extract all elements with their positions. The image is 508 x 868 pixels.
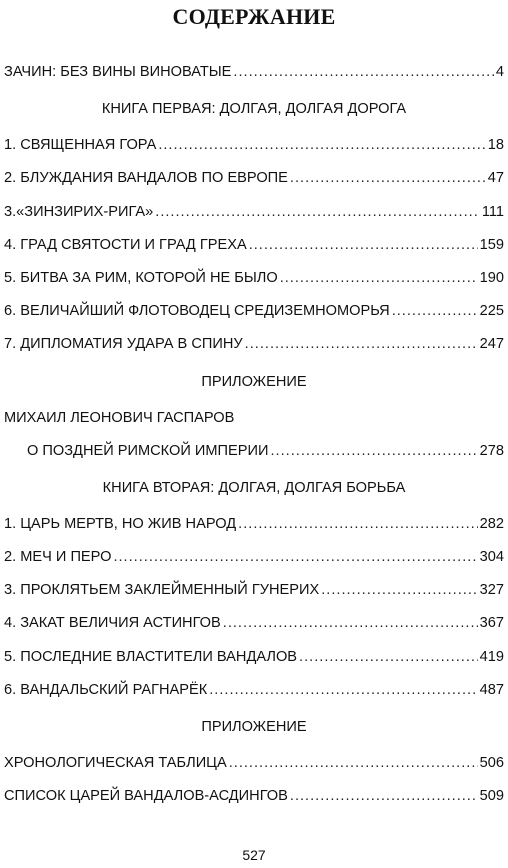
section-heading-book-two: КНИГА ВТОРАЯ: ДОЛГАЯ, ДОЛГАЯ БОРЬБА [102,479,406,496]
toc-entry-page: 278 [479,442,504,459]
toc-entry[interactable] [4,780,504,813]
dot-leader [113,541,477,574]
toc-entry[interactable] [4,328,504,361]
toc-entry[interactable] [4,129,504,162]
dot-leader [223,607,478,640]
toc-entry-page: 367 [479,615,504,632]
toc-entry-label: 3. ПРОКЛЯТЬЕМ ЗАКЛЕЙМЕННЫЙ ГУНЕРИХ [4,582,320,599]
toc-entry[interactable] [4,747,504,780]
dot-leader [321,574,477,607]
toc-entry[interactable] [4,295,504,328]
toc-entry-label: 1. ЦАРЬ МЕРТВ, НО ЖИВ НАРОД [4,515,237,532]
toc-entry-label: 5. БИТВА ЗА РИМ, КОТОРОЙ НЕ БЫЛО [4,269,278,286]
toc-entry-page: 487 [479,681,504,698]
toc-entry-label: 4. ЗАКАТ ВЕЛИЧИЯ АСТИНГОВ [4,615,221,632]
dot-leader [238,508,477,541]
toc-entry-label: ЗАЧИН: БЕЗ ВИНЫ ВИНОВАТЫЕ [4,64,232,80]
toc-entry-label: 2. МЕЧ И ПЕРО [4,549,112,566]
toc-entry[interactable] [4,508,504,541]
dot-leader [290,162,486,195]
toc-entry-page: 509 [479,788,504,805]
page-title: СОДЕРЖАНИЕ [172,4,336,29]
toc-entry[interactable] [4,641,504,674]
table-of-contents [4,56,504,813]
toc-entry[interactable] [4,196,504,229]
toc-entry-page: 247 [479,336,504,353]
dot-leader [290,780,478,813]
dot-leader [249,229,478,262]
toc-entry-page: 327 [479,582,504,599]
dot-leader [155,196,480,229]
toc-entry-page: 159 [479,236,504,253]
toc-entry-label: 5. ПОСЛЕДНИЕ ВЛАСТИТЕЛИ ВАНДАЛОВ [4,648,298,665]
toc-entry[interactable] [4,607,504,640]
toc-entry-label: 7. ДИПЛОМАТИЯ УДАРА В СПИНУ [4,336,243,353]
toc-entry-label: 2. БЛУЖДАНИЯ ВАНДАЛОВ ПО ЕВРОПЕ [4,170,288,187]
dot-leader [392,295,478,328]
toc-entry-page: 18 [487,137,504,154]
toc-entry-page: 419 [479,648,504,665]
section-heading-appendix: ПРИЛОЖЕНИЕ [201,373,307,390]
toc-entry-page: 47 [487,170,504,187]
toc-entry-page: 506 [479,755,504,771]
toc-entry-page: 4 [495,64,504,80]
toc-entry[interactable] [4,162,504,195]
toc-entry-page: 111 [481,203,504,220]
section-heading-appendix: ПРИЛОЖЕНИЕ [201,719,307,735]
dot-leader [158,129,485,162]
page-number: 527 [242,847,266,863]
dot-leader [209,674,477,707]
toc-entry-label: СПИСОК ЦАРЕЙ ВАНДАЛОВ-АСДИНГОВ [4,788,288,805]
toc-entry-label: 3.«ЗИНЗИРИХ-РИГА» [4,203,154,220]
toc-entry-page: 190 [479,269,504,286]
toc-entry-label: О ПОЗДНЕЙ РИМСКОЙ ИМПЕРИИ [27,442,269,459]
toc-entry[interactable] [4,262,504,295]
dot-leader [280,262,478,295]
toc-entry-page: 225 [479,303,504,320]
dot-leader [245,328,478,361]
section-heading-book-one: КНИГА ПЕРВАЯ: ДОЛГАЯ, ДОЛГАЯ ДОРОГА [101,101,407,118]
dot-leader [229,747,478,780]
dot-leader [233,56,493,89]
dot-leader [299,641,478,674]
toc-entry-intro[interactable] [4,56,504,89]
toc-entry-label: 6. ВАНДАЛЬСКИЙ РАГНАРЁК [4,681,208,698]
appendix-author-line: МИХАИЛ ЛЕОНОВИЧ ГАСПАРОВ [4,409,235,426]
toc-entry-label: 1. СВЯЩЕННАЯ ГОРА [4,137,157,154]
toc-entry-label: 4. ГРАД СВЯТОСТИ И ГРАД ГРЕХА [4,236,247,253]
toc-entry[interactable] [4,574,504,607]
toc-entry[interactable] [4,541,504,574]
toc-entry-page: 282 [479,515,504,532]
toc-entry[interactable] [4,229,504,262]
toc-entry-label: 6. ВЕЛИЧАЙШИЙ ФЛОТОВОДЕЦ СРЕДИЗЕМНОМОРЬЯ [4,303,390,320]
toc-entry[interactable] [4,674,504,707]
toc-entry-page: 304 [479,549,504,566]
toc-entry-label: ХРОНОЛОГИЧЕСКАЯ ТАБЛИЦА [4,755,227,771]
dot-leader [271,435,478,468]
toc-entry-appendix[interactable] [4,435,504,468]
